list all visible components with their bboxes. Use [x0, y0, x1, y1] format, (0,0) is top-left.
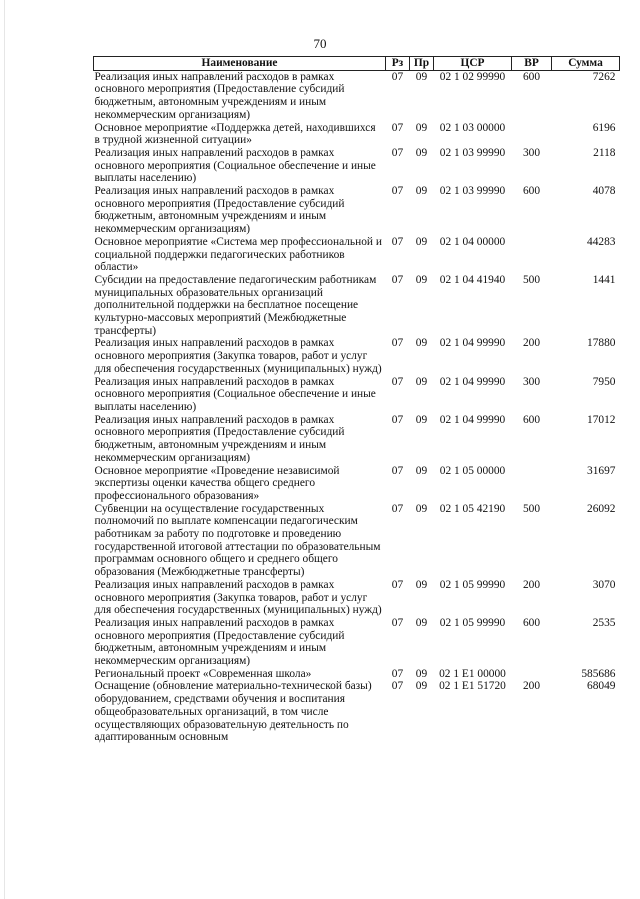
budget-table: [93, 56, 620, 744]
row-csr: 02 1 03 99990: [439, 146, 506, 159]
row-sum: 17880: [587, 337, 616, 350]
row-rz: 07: [391, 413, 404, 426]
row-vr: 200: [522, 578, 541, 591]
row-csr: 02 1 05 99990: [439, 578, 506, 591]
row-sum: 31697: [587, 464, 616, 477]
row-rz: 07: [391, 375, 404, 388]
header-name: Наименование: [94, 57, 386, 71]
table-row: [94, 680, 620, 744]
row-sum: 585686: [581, 667, 616, 680]
header-rz: Рз: [386, 57, 410, 71]
header-pr: Пр: [410, 57, 434, 71]
row-name: Реализация иных направлений расходов в рамках основного мероприятия (Предоставление субсидий бюджетным, автономным учреждениям и иным некоммерческим организациям): [94, 616, 345, 668]
row-pr: 09: [415, 337, 428, 350]
row-sum: 17012: [587, 413, 616, 426]
row-rz: 07: [391, 273, 404, 286]
row-name: Субвенции на осуществление государственных полномочий по выплате компенсации педагогическим работникам за работу по подготовке и проведению государственной итоговой аттестации по образовательным программам основного общего и среднего общего образования (Межбюджетные трансферты): [94, 502, 381, 579]
table-row: [94, 376, 620, 414]
row-vr: 500: [522, 273, 541, 286]
row-sum: 4078: [592, 185, 616, 198]
row-pr: 09: [415, 185, 428, 198]
row-rz: 07: [391, 121, 404, 134]
row-csr: 02 1 04 99990: [439, 375, 506, 388]
row-sum: 44283: [587, 235, 616, 248]
row-name: Субсидии на предоставление педагогическим работникам муниципальных образовательных организаций дополнительной поддержки на бесплатное посещение культурно-массовых мероприятий (Межбюджетные трансферты): [94, 273, 377, 337]
table-header: [94, 57, 620, 71]
row-name: Основное мероприятие «Система мер профессиональной и социальной поддержки педагогических работников области»: [94, 235, 382, 274]
header-vr: ВР: [512, 57, 552, 71]
table-row: [94, 465, 620, 503]
row-rz: 07: [391, 464, 404, 477]
row-pr: 09: [415, 146, 428, 159]
row-csr: 02 1 04 99990: [439, 337, 506, 350]
row-rz: 07: [391, 337, 404, 350]
row-pr: 09: [415, 464, 428, 477]
table-row: [94, 503, 620, 579]
row-vr: 300: [522, 146, 541, 159]
row-vr: 600: [522, 185, 541, 198]
row-vr: 200: [522, 680, 541, 693]
row-vr: [512, 122, 552, 147]
row-vr: 500: [522, 502, 541, 515]
row-rz: 07: [391, 235, 404, 248]
row-rz: 07: [391, 70, 404, 83]
row-sum: 6196: [592, 121, 616, 134]
row-vr: 600: [522, 616, 541, 629]
row-csr: 02 1 02 99990: [439, 70, 506, 83]
row-sum: 2535: [592, 616, 616, 629]
row-name: Реализация иных направлений расходов в рамках основного мероприятия (Закупка товаров, работ и услуг для обеспечения государственных (муниципальных) нужд): [94, 578, 382, 617]
row-rz: 07: [391, 578, 404, 591]
row-rz: 07: [391, 146, 404, 159]
row-rz: 07: [391, 185, 404, 198]
table-row: [94, 70, 620, 121]
table-row: [94, 147, 620, 185]
row-name: Основное мероприятие «Проведение независимой экспертизы оценки качества общего среднего профессионального образования»: [94, 464, 340, 502]
row-name: Региональный проект «Современная школа»: [94, 667, 312, 680]
header-sum: Сумма: [552, 57, 620, 71]
row-name: Реализация иных направлений расходов в рамках основного мероприятия (Предоставление субсидий бюджетным, автономным учреждениям и иным некоммерческим организациям): [94, 185, 345, 236]
table-row: [94, 337, 620, 375]
table-row: [94, 274, 620, 338]
table-body: [94, 70, 620, 744]
scan-edge: [4, 0, 5, 899]
row-vr: [512, 465, 552, 503]
row-pr: 09: [415, 578, 428, 591]
row-pr: 09: [415, 235, 428, 248]
row-sum: 1441: [592, 273, 616, 286]
row-csr: 02 1 04 41940: [439, 273, 506, 286]
row-vr: [512, 668, 552, 681]
row-csr: 02 1 03 00000: [439, 121, 506, 134]
row-vr: 600: [522, 70, 541, 83]
row-vr: 200: [522, 337, 541, 350]
row-sum: 26092: [587, 502, 616, 515]
row-name: Основное мероприятие «Поддержка детей, находившихся в трудной жизненной ситуации»: [94, 121, 376, 147]
row-csr: 02 1 E1 00000: [439, 667, 506, 680]
table-row: [94, 668, 620, 681]
row-csr: 02 1 E1 51720: [439, 680, 506, 693]
row-rz: 07: [391, 616, 404, 629]
row-sum: 7950: [592, 375, 616, 388]
row-pr: 09: [415, 273, 428, 286]
row-vr: [512, 236, 552, 274]
row-pr: 09: [415, 413, 428, 426]
row-pr: 09: [415, 667, 428, 680]
row-pr: 09: [415, 70, 428, 83]
row-csr: 02 1 05 42190: [439, 502, 506, 515]
row-name: Оснащение (обновление материально-технической базы) оборудованием, средствами обучения и воспитания общеобразовательных организаций, в том числе осуществляющих образовательную деятельность по адаптированным основным: [94, 680, 372, 744]
row-sum: 7262: [592, 70, 616, 83]
header-csr: ЦСР: [434, 57, 512, 71]
row-name: Реализация иных направлений расходов в рамках основного мероприятия (Предоставление субсидий бюджетным, автономным учреждениям и иным некоммерческим организациям): [94, 413, 345, 464]
row-csr: 02 1 03 99990: [439, 185, 506, 198]
row-pr: 09: [415, 502, 428, 515]
row-csr: 02 1 04 99990: [439, 413, 506, 426]
row-sum: 3070: [592, 578, 616, 591]
row-name: Реализация иных направлений расходов в рамках основного мероприятия (Социальное обеспечение и иные выплаты населению): [94, 375, 376, 413]
page-number: 70: [313, 36, 327, 51]
row-name: Реализация иных направлений расходов в рамках основного мероприятия (Социальное обеспечение и иные выплаты населению): [94, 146, 376, 185]
row-csr: 02 1 05 99990: [439, 616, 506, 629]
row-pr: 09: [415, 616, 428, 629]
row-vr: 600: [522, 413, 541, 426]
row-sum: 2118: [593, 146, 616, 159]
row-vr: 300: [522, 375, 541, 388]
row-pr: 09: [415, 121, 428, 134]
table-row: [94, 414, 620, 465]
table-row: [94, 617, 620, 668]
row-rz: 07: [391, 667, 404, 680]
row-name: Реализация иных направлений расходов в рамках основного мероприятия (Закупка товаров, работ и услуг для обеспечения государственных (муниципальных) нужд): [94, 337, 382, 375]
row-name: Реализация иных направлений расходов в рамках основного мероприятия (Предоставление субсидий бюджетным, автономным учреждениям и иным некоммерческим организациям): [94, 70, 345, 121]
table-row: [94, 579, 620, 617]
row-pr: 09: [415, 375, 428, 388]
table-row: [94, 122, 620, 147]
table-row: [94, 185, 620, 236]
table-row: [94, 236, 620, 274]
row-pr: 09: [415, 680, 428, 693]
row-csr: 02 1 05 00000: [439, 464, 506, 477]
row-sum: 68049: [587, 680, 616, 693]
row-rz: 07: [391, 502, 404, 515]
row-csr: 02 1 04 00000: [439, 235, 506, 248]
row-rz: 07: [391, 680, 404, 693]
